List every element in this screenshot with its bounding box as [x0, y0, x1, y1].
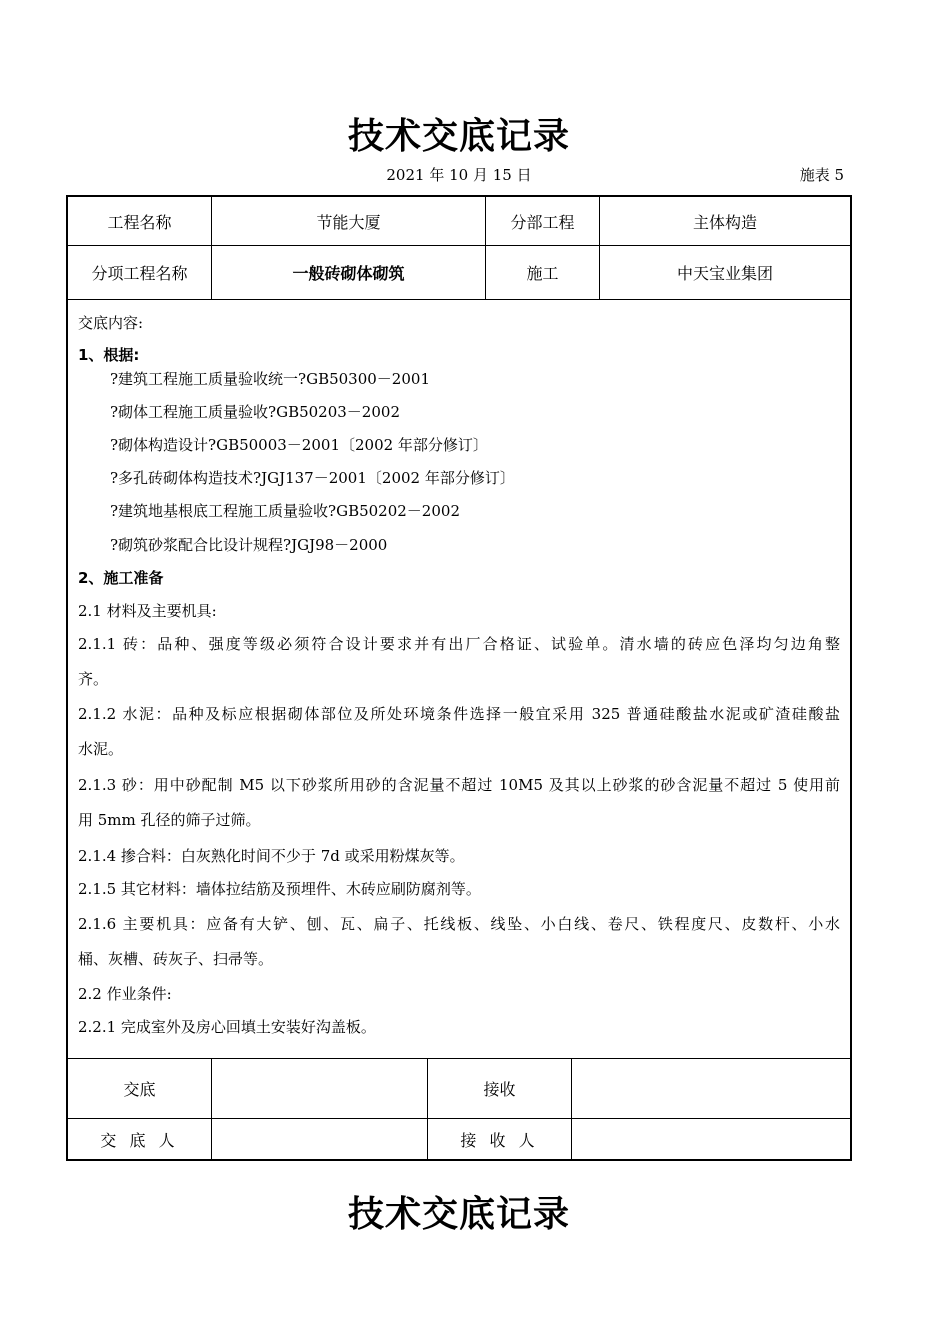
construction-label: 施工	[486, 246, 600, 299]
construction-value: 中天宝业集团	[676, 264, 773, 283]
page-title: 技术交底记录	[347, 116, 570, 157]
content-line: 1、根据:	[78, 346, 140, 364]
content-line: 2.1.4 掺合料：白灰熟化时间不少于 7d 或采用粉煤灰等。	[78, 847, 465, 865]
receive-person-label: 接 收 人	[428, 1119, 572, 1159]
footer-row-handover	[68, 1059, 850, 1119]
content-line: ?多孔砖砌体构造技术?JGJ137－2001〔2002 年部分修订〕	[110, 469, 515, 487]
handover-person-label: 交 底 人	[68, 1119, 212, 1159]
content-line: ?砌体工程施工质量验收?GB50203－2002	[110, 403, 400, 421]
content-heading: 交底内容:	[78, 314, 144, 332]
receive-person-value	[572, 1119, 850, 1159]
receive-label: 接收	[428, 1059, 572, 1118]
handover-person-value	[212, 1119, 428, 1159]
project-name-label: 工程名称	[68, 197, 212, 245]
content-section	[68, 300, 850, 1059]
content-line: 用 5mm 孔径的筛子过筛。	[78, 811, 261, 829]
header-row-item	[68, 246, 850, 300]
content-line: 齐。	[78, 670, 109, 688]
record-table	[66, 195, 852, 1161]
content-line: 2.1.5 其它材料：墙体拉结筋及预埋件、木砖应刷防腐剂等。	[78, 880, 481, 898]
content-line: ?建筑地基根底工程施工质量验收?GB50202－2002	[110, 502, 460, 520]
content-line: 桶、灰槽、砖灰子、扫帚等。	[78, 950, 274, 968]
content-line: 2.1.6 主要机具：应备有大铲、刨、瓦、扁子、托线板、线坠、小白线、卷尺、铁程度尺、皮数杆、小水	[78, 915, 840, 933]
handover-label: 交底	[68, 1059, 212, 1118]
header-row-project	[68, 197, 850, 246]
receive-value	[572, 1059, 850, 1118]
form-number: 施表 5	[799, 166, 844, 184]
page-title-repeat: 技术交底记录	[347, 1194, 570, 1235]
content-line: ?砌筑砂浆配合比设计规程?JGJ98－2000	[110, 536, 388, 554]
content-line: ?建筑工程施工质量验收统一?GB50300－2001	[110, 370, 430, 388]
content-line: 2、施工准备	[78, 569, 164, 587]
item-value: 一般砖砌体砌筑	[212, 246, 486, 299]
footer-row-persons	[68, 1119, 850, 1159]
handover-value	[212, 1059, 428, 1118]
sub-project-label: 分部工程	[486, 197, 600, 245]
content-line: 2.1 材料及主要机具:	[78, 602, 217, 620]
project-name-value: 节能大厦	[212, 197, 486, 245]
content-line: 2.2.1 完成室外及房心回填土安装好沟盖板。	[78, 1018, 376, 1036]
content-line: 2.1.2 水泥：品种及标应根据砌体部位及所处环境条件选择一般宜采用 325 普通硅酸盐水泥或矿渣硅酸盐	[78, 705, 840, 723]
content-line: 2.1.1 砖：品种、强度等级必须符合设计要求并有出厂合格证、试验单。清水墙的砖应色泽均匀边角整	[78, 635, 840, 653]
content-line: 2.2 作业条件:	[78, 985, 172, 1003]
content-line: ?砌体构造设计?GB50003－2001〔2002 年部分修订〕	[110, 436, 488, 454]
record-date: 2021 年 10 月 15 日	[386, 166, 532, 184]
sub-project-value: 主体构造	[692, 212, 757, 232]
item-label: 分项工程名称	[68, 246, 212, 299]
content-line: 水泥。	[78, 740, 124, 758]
content-line: 2.1.3 砂：用中砂配制 M5 以下砂浆所用砂的含泥量不超过 10M5 及其以上砂浆的砂含泥量不超过 5 使用前	[78, 776, 840, 794]
